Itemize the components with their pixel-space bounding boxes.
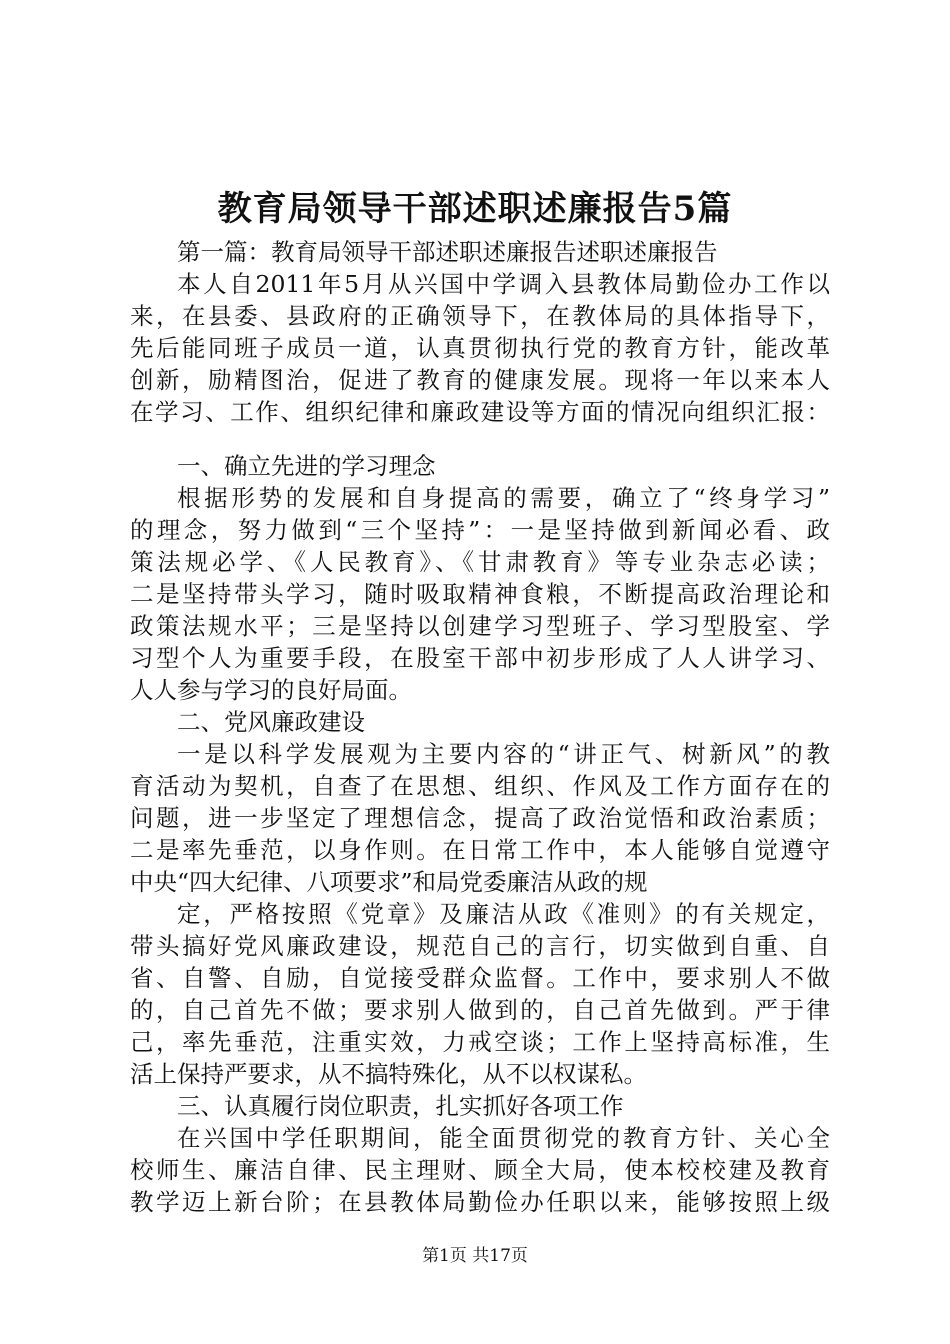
paragraph-gap xyxy=(130,428,830,450)
text-line: 带头搞好党风廉政建设，规范自己的言行，切实做到自重、自 xyxy=(130,932,830,960)
text-line: 三、认真履行岗位职责，扎实抓好各项工作 xyxy=(177,1092,624,1120)
text-line: 二是率先垂范，以身作则。在日常工作中，本人能够自觉遵守 xyxy=(130,836,830,864)
text-line: 政策法规水平；三是坚持以创建学习型班子、学习型股室、学 xyxy=(130,612,830,640)
text-line: 本人自2011年5月从兴国中学调入县教体局勤俭办工作以 xyxy=(177,270,830,298)
page-footer: 第1页 共17页 xyxy=(422,1246,528,1266)
text-line: 己，率先垂范，注重实效，力戒空谈；工作上坚持高标准，生 xyxy=(130,1028,830,1056)
text-line: 创新，励精图治，促进了教育的健康发展。现将一年以来本人 xyxy=(130,366,830,394)
text-line: 省、自警、自励，自觉接受群众监督。工作中，要求别人不做 xyxy=(130,964,830,992)
text-line: 的，自己首先不做；要求别人做到的，自己首先做到。严于律 xyxy=(130,996,830,1024)
text-line: 习型个人为重要手段，在股室干部中初步形成了人人讲学习、 xyxy=(130,644,830,672)
document-body xyxy=(130,236,830,1218)
text-line: 人人参与学习的良好局面。 xyxy=(130,676,412,704)
text-line: 二、党风廉政建设 xyxy=(177,708,365,736)
text-line: 在兴国中学任职期间，能全面贯彻党的教育方针、关心全 xyxy=(177,1124,830,1152)
text-line: 一、确立先进的学习理念 xyxy=(177,452,436,480)
text-line: 在学习、工作、组织纪律和廉政建设等方面的情况向组织汇报： xyxy=(130,398,830,426)
text-line: 活上保持严要求，从不搞特殊化，从不以权谋私。 xyxy=(130,1060,647,1088)
text-line: 中央“四大纪律、八项要求”和局党委廉洁从政的规 xyxy=(130,868,648,896)
text-line: 育活动为契机，自查了在思想、组织、作风及工作方面存在的 xyxy=(130,772,830,800)
text-line: 先后能同班子成员一道，认真贯彻执行党的教育方针，能改革 xyxy=(130,334,830,362)
text-line: 策法规必学、《人民教育》、《甘肃教育》等专业杂志必读； xyxy=(130,548,830,576)
document-title: 教育局领导干部述职述廉报告5篇 xyxy=(217,189,733,229)
text-line: 定，严格按照《党章》及廉洁从政《准则》的有关规定， xyxy=(177,900,830,928)
text-line: 的理念，努力做到“三个坚持”：一是坚持做到新闻必看、政 xyxy=(130,516,830,544)
text-line: 问题，进一步坚定了理想信念，提高了政治觉悟和政治素质； xyxy=(130,804,830,832)
text-line: 校师生、廉洁自律、民主理财、顾全大局，使本校校建及教育 xyxy=(130,1156,830,1184)
text-line: 一是以科学发展观为主要内容的“讲正气、树新风”的教 xyxy=(177,740,830,768)
text-line: 来，在县委、县政府的正确领导下，在教体局的具体指导下， xyxy=(130,302,830,330)
text-line: 第一篇：教育局领导干部述职述廉报告述职述廉报告 xyxy=(177,238,718,266)
text-line: 二是坚持带头学习，随时吸取精神食粮，不断提高政治理论和 xyxy=(130,580,830,608)
text-line: 教学迈上新台阶；在县教体局勤俭办任职以来，能够按照上级 xyxy=(130,1188,830,1216)
text-line: 根据形势的发展和自身提高的需要，确立了“终身学习” xyxy=(177,484,830,512)
